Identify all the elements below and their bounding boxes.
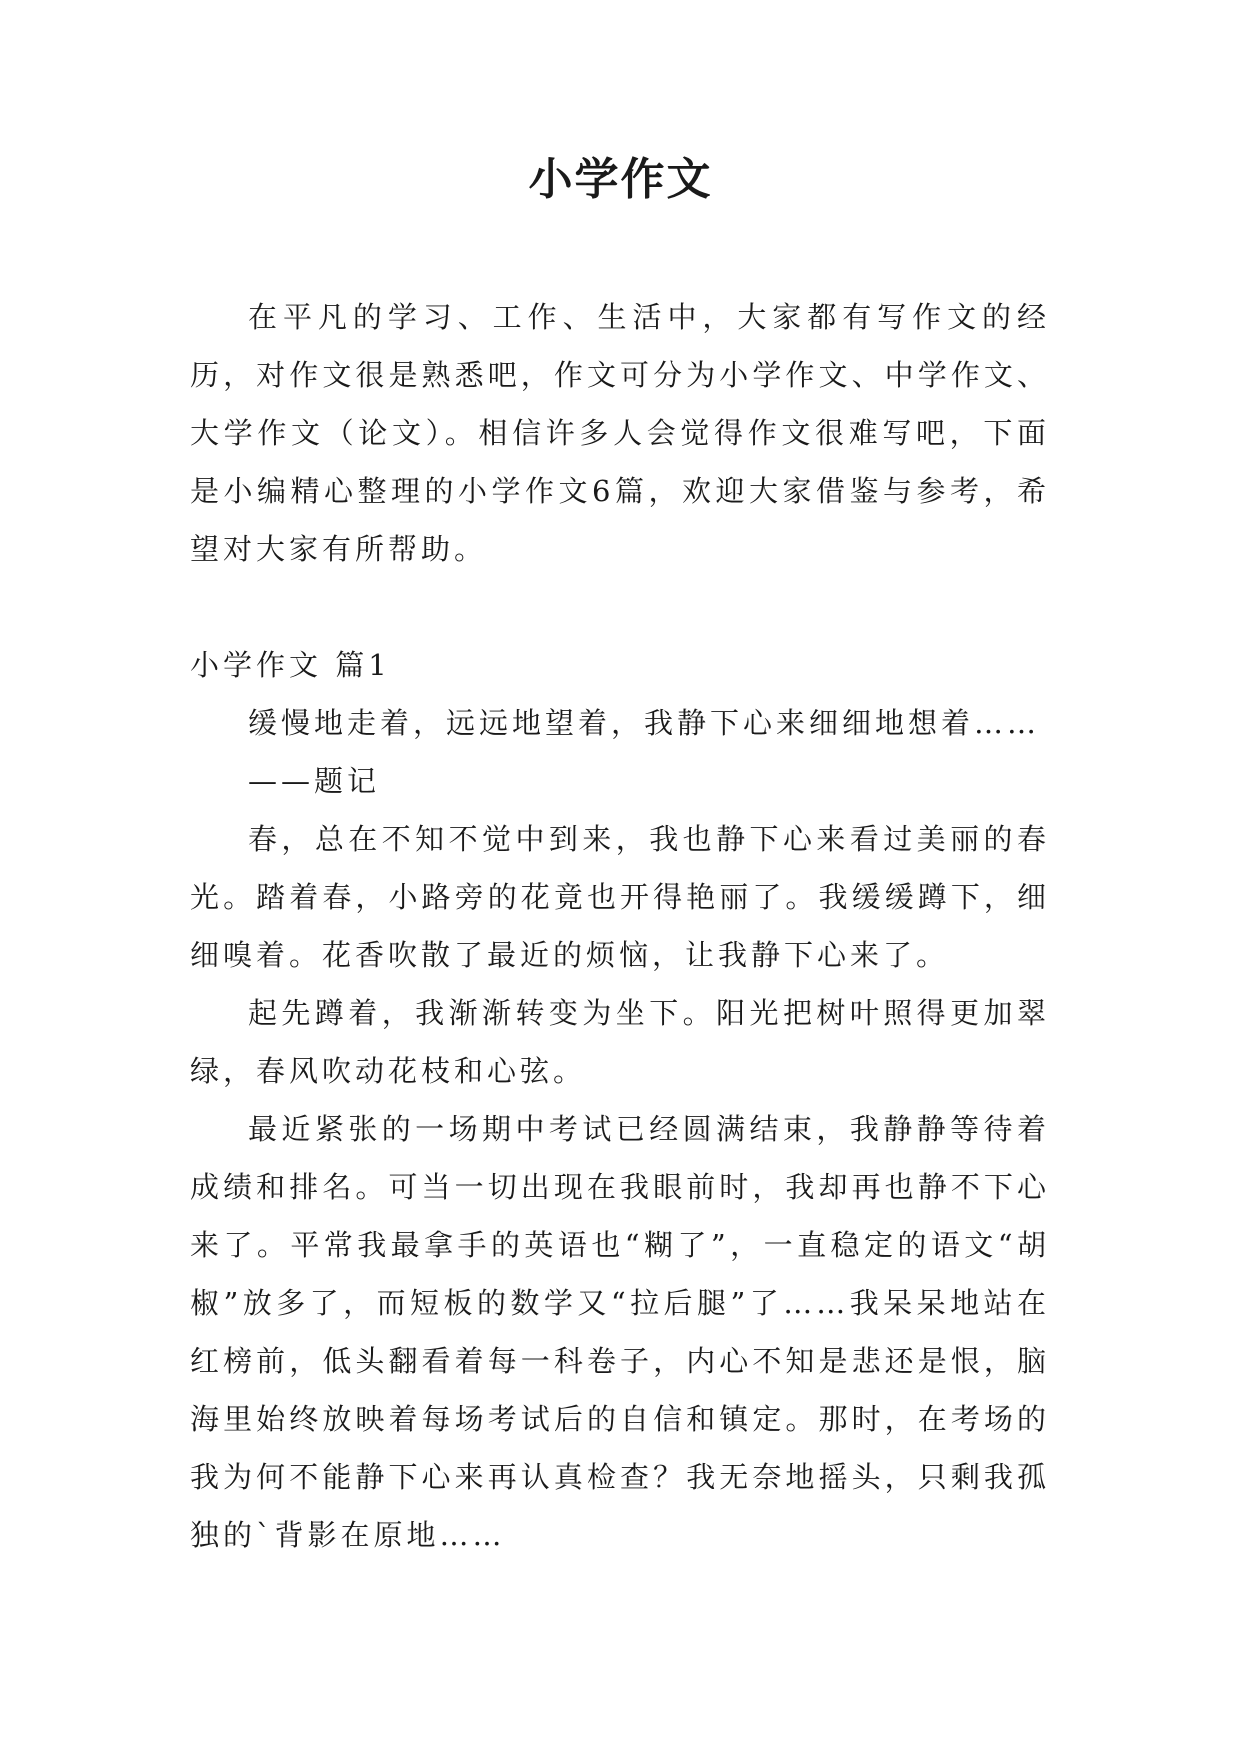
- document-title: 小学作文: [528, 154, 713, 205]
- epigraph-note: ——题记: [248, 764, 381, 798]
- intro-paragraph: 在平凡的学习、工作、生活中，大家都有写作文的经历，对作文很是熟悉吧，作文可分为小学作文、中学作文、大学作文（论文）。相信许多人会觉得作文很难写吧，下面是小编精心整理的小学作文6篇，欢迎大家借鉴与参考，希望对大家有所帮助。: [190, 300, 1050, 566]
- body-paragraph-2: 起先蹲着，我渐渐转变为坐下。阳光把树叶照得更加翠绿，春风吹动花枝和心弦。: [190, 996, 1050, 1088]
- epigraph: 缓慢地走着，远远地望着，我静下心来细细地想着……: [248, 706, 1041, 740]
- body-paragraph-3: 最近紧张的一场期中考试已经圆满结束，我静静等待着成绩和排名。可当一切出现在我眼前时，我却再也静不下心来了。平常我最拿手的英语也“糊了”，一直稳定的语文“胡椒”放多了，而短板的数学又“拉后腿”了……我呆呆地站在红榜前，低头翻看着每一科卷子，内心不知是悲还是恨，脑海里始终放映着每场考试后的自信和镇定。那时，在考场的我为何不能静下心来再认真检查？我无奈地摇头，只剩我孤独的`背影在原地……: [190, 1112, 1050, 1552]
- body-paragraph-1: 春，总在不知不觉中到来，我也静下心来看过美丽的春光。踏着春，小路旁的花竟也开得艳丽了。我缓缓蹲下，细细嗅着。花香吹散了最近的烦恼，让我静下心来了。: [190, 822, 1050, 972]
- document-body: [190, 288, 1050, 1564]
- section-heading: 小学作文 篇1: [190, 648, 391, 682]
